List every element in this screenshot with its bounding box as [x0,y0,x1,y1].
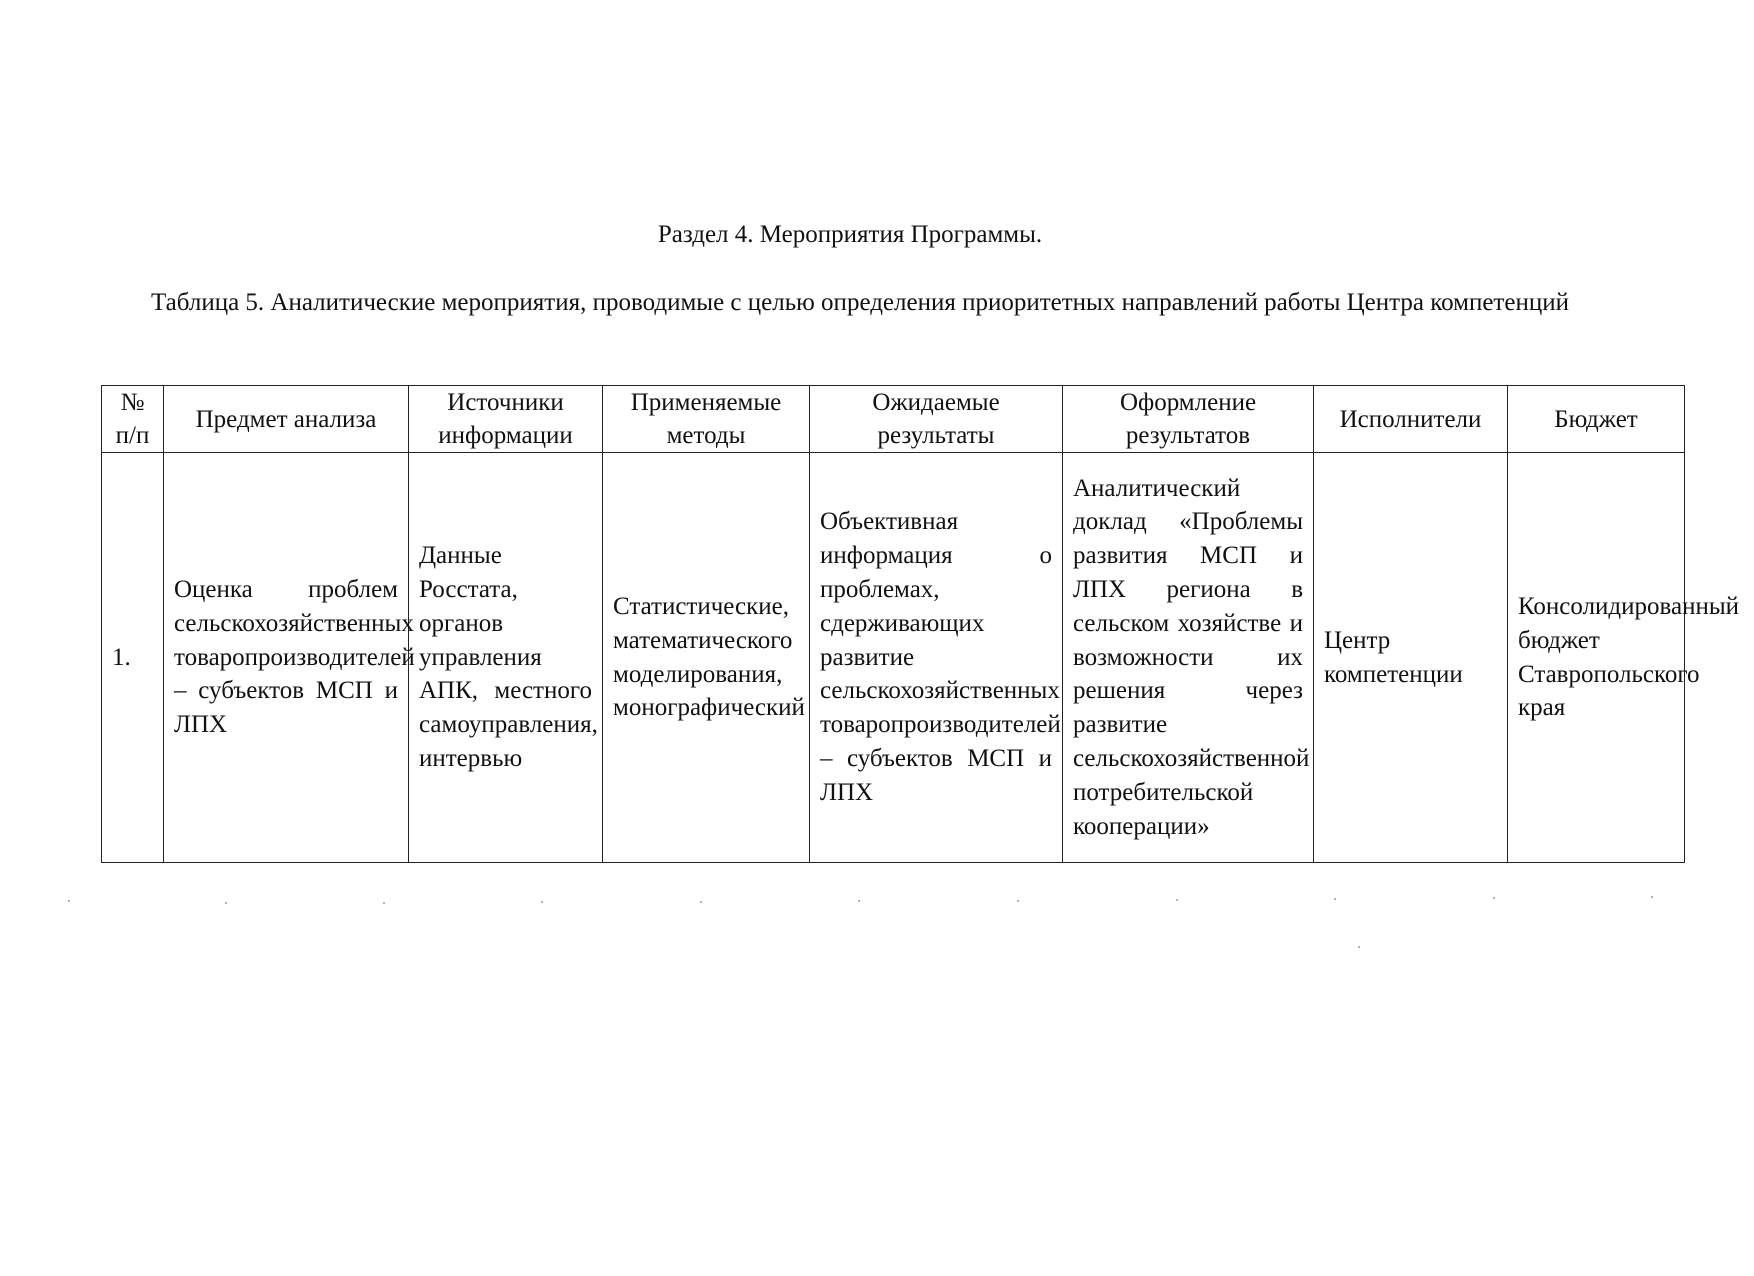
cell-executors: Центр компетенции [1314,453,1508,863]
scan-speck [68,900,70,902]
cell-subject: Оценка проблем сельскохозяйственных товаропроизводителей – субъектов МСП и ЛПХ [164,453,409,863]
cell-num: 1. [102,453,164,863]
section-title: Раздел 4. Мероприятия Программы. [657,221,1043,248]
scan-speck [1358,946,1360,948]
scan-speck [1334,898,1336,900]
header-expected: Ожидаемые результаты [810,386,1063,453]
scan-speck [700,901,702,903]
scan-speck [541,901,543,903]
table-header-row [102,386,1685,453]
table-caption: Таблица 5. Аналитические мероприятия, проводимые с целью определения приоритетных направлений работы Центра компетенций [151,289,1569,316]
scan-speck [1493,897,1495,899]
cell-formatting: Аналитический доклад «Проблемы развития МСП и ЛПХ региона в сельском хозяйстве и возможности их решения через развитие сельскохозяйственной потребительской кооперации» [1063,453,1314,863]
scan-speck [225,902,227,904]
scan-speck [858,900,860,902]
header-subject: Предмет анализа [164,386,409,453]
header-sources: Источники информации [409,386,603,453]
cell-methods: Статистические, математического моделирования, монографический [603,453,810,863]
header-formatting: Оформление результатов [1063,386,1314,453]
cell-sources: Данные Росстата, органов управления АПК, местного самоуправления, интервью [409,453,603,863]
scan-speck [1017,900,1019,902]
scan-speck [1651,896,1653,898]
table-row [102,453,1685,863]
header-executors: Исполнители [1314,386,1508,453]
cell-budget: Консолидированный бюджет Ставропольского края [1508,453,1685,863]
activities-table [101,385,1740,863]
header-methods: Применяемые методы [603,386,810,453]
header-budget: Бюджет [1508,386,1685,453]
scan-speck [383,902,385,904]
cell-expected: Объективная информация о проблемах, сдерживающих развитие сельскохозяйственных товаропроизводителей – субъектов МСП и ЛПХ [810,453,1063,863]
header-num: № п/п [102,386,164,453]
scan-speck [1176,899,1178,901]
